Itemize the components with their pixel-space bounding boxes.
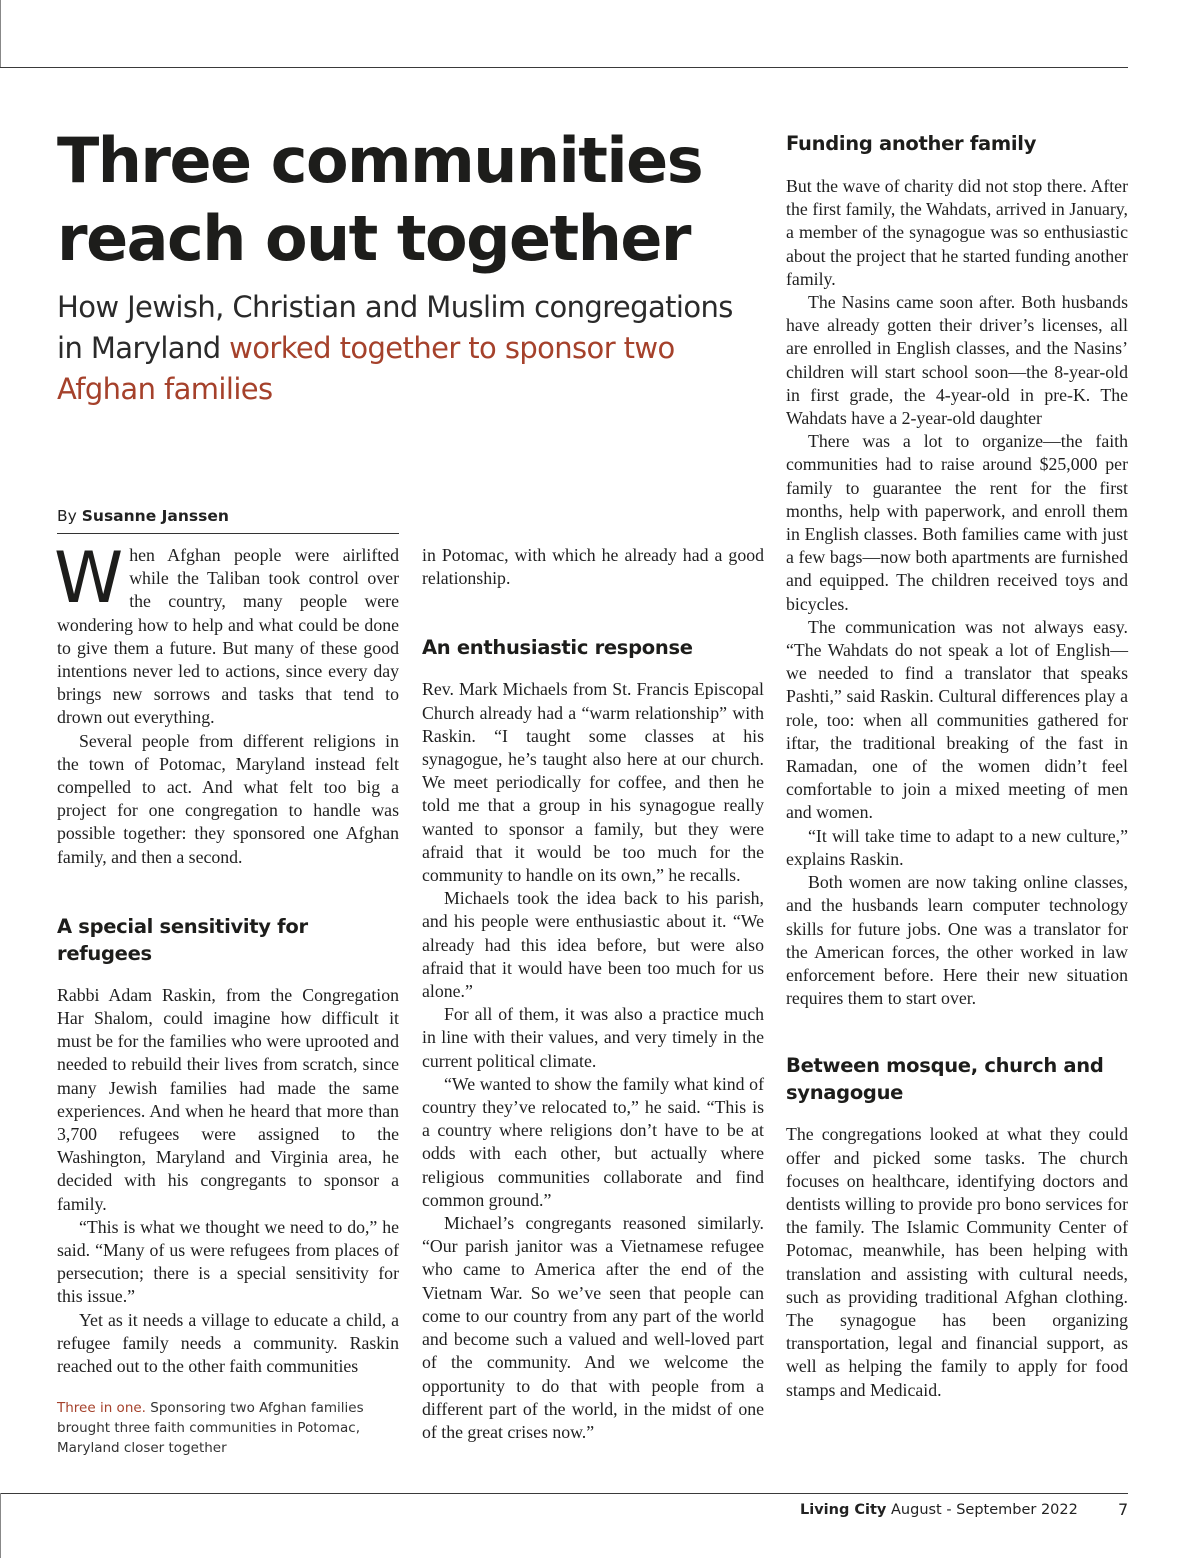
section-heading: Funding another family — [786, 132, 1037, 155]
caption-text: Sponsoring two Afghan families brought three faith communities in Potomac, Maryland closer together — [57, 1400, 364, 1456]
paragraph: Several people from different religions in the town of Potomac, Maryland instead felt compelled to act. And what felt too big a project for one congregation to handle was possible together: they sponsored one Afghan family, and then a second. — [57, 730, 399, 867]
paragraph: “It will take time to adapt to a new culture,” explains Raskin. — [786, 825, 1128, 869]
caption-lead: Three in one. — [57, 1400, 146, 1416]
paragraph: The communication was not always easy. “The Wahdats do not speak a lot of English—we needed to find a translator that speaks Pashti,” said Raskin. Cultural differences play a role, too: when all communities gathered for iftar, the traditional breaking of the fast in Ramadan, one of the women didn’t feel comfortable to join a mixed meeting of men and women. — [786, 616, 1128, 823]
paragraph: “This is what we thought we need to do,” he said. “Many of us were refugees from places of persecution; there is a special sensitivity for this issue.” — [57, 1216, 399, 1307]
paragraph: Michael’s congregants reasoned similarly. “Our parish janitor was a Vietnamese refugee who came to America after the end of the Vietnam War. So we’ve seen that people can come to our country from any part of the world and become such a valued and well-loved part of the community. And we welcome the opportunity to do that with people from a different part of the world, in the midst of one of the great crises now.” — [422, 1213, 764, 1442]
paragraph: Rabbi Adam Raskin, from the Congregation Har Shalom, could imagine how difficult it must be for the families who were uprooted and needed to rebuild their lives from scratch, since many Jewish families had made the same experiences. And when he heard that more than 3,700 refugees were assigned to the Washington, Maryland and Virginia area, he decided with his congregants to sponsor a family. — [57, 984, 399, 1214]
section-heading: An enthusiastic response — [422, 636, 693, 660]
header-rule — [0, 67, 1128, 68]
paragraph: But the wave of charity did not stop there. After the first family, the Wahdats, arrived in January, a member of the synagogue was so enthusiastic about the project that he started funding another family. — [786, 176, 1128, 289]
byline-prefix: By — [57, 507, 77, 525]
paragraph: Both women are now taking online classes, and the husbands learn computer technology skills for future jobs. One was a translator for the American forces, the other worked in law enforcement before. Here their new situation requires them to start over. — [786, 872, 1128, 1009]
paragraph: Rev. Mark Michaels from St. Francis Episcopal Church already had a “warm relationship” with Raskin. “I taught some classes at his synagogue, he’s taught also here at our church. We meet periodically for coffee, and then he told me that a group in his synagogue really wanted to sponsor a family, but they were afraid that it would be too much for the community to handle on its own,” he recalls. — [422, 679, 764, 886]
magazine-name: Living City — [800, 1502, 887, 1518]
page-footer — [800, 1500, 1130, 1524]
section-heading: A special sensitivity for refugees — [57, 914, 308, 965]
photo-caption — [57, 1398, 397, 1458]
column-1 — [54, 537, 399, 1378]
page-number: 7 — [1118, 1500, 1129, 1519]
intro-text: hen Afghan people were airlifted while the Taliban took control over the country, many people were wondering how to help and what could be done to give them a future. But many of these good intentions never led to actions, since every day brings new sorrows and tasks that tend to drown out everything. — [57, 545, 399, 728]
paragraph: Michaels took the idea back to his parish, and his people were enthusiastic about it. “We already had this idea before, but were also afraid that it would have been too much for us alone.” — [422, 888, 764, 1002]
intro-paragraph — [54, 537, 399, 730]
paragraph: in Potomac, with which he already had a good relationship. — [422, 545, 764, 589]
issue-date: August - September 2022 — [891, 1502, 1078, 1518]
paragraph: The Nasins came soon after. Both husbands have already gotten their driver’s licenses, all are enrolled in English classes, and the Nasins’ children will start school soon—the 8-year-old in first grade, the 4-year-old in pre-K. The Wahdats have a 2-year-old daughter — [786, 292, 1128, 429]
byline-author: Susanne Janssen — [81, 507, 229, 525]
paragraph: “We wanted to show the family what kind of country they’ve relocated to,” he said. “This is a country where religions don’t have to be at odds with each other, but actually where religious communities collaborate and find common ground.” — [422, 1073, 764, 1210]
subtitle-accent: worked together to sponsor two Afghan families — [57, 331, 675, 406]
subtitle-plain: How Jewish, Christian and Muslim congregations in Maryland — [57, 290, 733, 365]
paragraph: Yet as it needs a village to educate a child, a refugee family needs a community. Raskin reached out to the other faith communities — [57, 1309, 399, 1377]
footer-rule — [0, 1493, 1128, 1494]
byline — [57, 507, 399, 534]
column-2 — [422, 544, 764, 1444]
paragraph: For all of them, it was also a practice much in line with their values, and very timely in the current political climate. — [422, 1004, 764, 1071]
paragraph: There was a lot to organize—the faith communities had to raise around $25,000 per family to guarantee the rent for the first months, help with paperwork, and enroll them in English classes. Both families came with just a few bags—now both apartments are furnished and equipped. The children received toys and bicycles. — [786, 431, 1128, 614]
article-title: Three communities reach out together — [57, 124, 703, 275]
paragraph: The congregations looked at what they could offer and picked some tasks. The church focuses on healthcare, identifying doctors and dentists willing to provide pro bono services for the family. The Islamic Community Center of Potomac, meanwhile, has been helping with translation and assisting with cultural needs, such as providing traditional Afghan clothing. The synagogue has been organizing transportation, legal and financial support, as well as helping the family to apply for food stamps and Medicaid. — [786, 1124, 1128, 1400]
article-subtitle — [57, 287, 757, 410]
column-3 — [786, 130, 1128, 1402]
page-edge-bottom — [0, 1493, 1, 1558]
section-heading: Between mosque, church and synagogue — [786, 1054, 1104, 1105]
page-edge-top — [0, 0, 1, 67]
drop-cap: W — [54, 537, 124, 619]
